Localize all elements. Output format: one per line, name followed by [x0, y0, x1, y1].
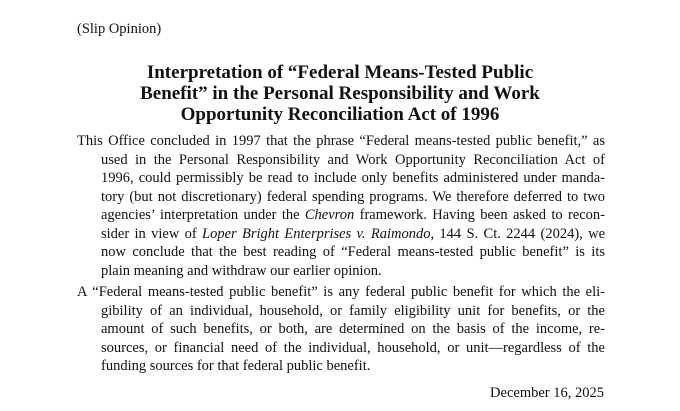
case-name-loper-bright: Loper Bright Enterprises v. Raimondo — [202, 225, 431, 242]
holding-line: sources, or financial need of the individual, household, or unit—regardless of the — [101, 339, 605, 356]
summary-text: , 144 S. Ct. 2244 (2024), we — [430, 225, 605, 242]
summary-line: plain meaning and withdraw our earlier opinion. — [101, 262, 382, 279]
title-line: Interpretation of “Federal Means-Tested Public — [146, 62, 534, 83]
document-title — [100, 62, 580, 125]
title-line: Benefit” in the Personal Responsibility and Work — [140, 83, 540, 104]
summary-text: sider in view of — [101, 225, 203, 242]
summary-line: now conclude that the best reading of “Federal means-tested public benefit” is its — [101, 244, 605, 260]
summary-line: This Office concluded in 1997 that the phrase “Federal means-tested public benefit,” as — [77, 133, 605, 149]
opinion-date: December 16, 2025 — [490, 385, 604, 401]
summary-paragraph — [77, 132, 605, 280]
holding-paragraph — [77, 283, 605, 376]
holding-line: A “Federal means-tested public benefit” is any federal public benefit for which the eli- — [77, 284, 605, 300]
case-name-chevron: Chevron — [304, 207, 355, 223]
summary-line: tory (but not discretionary) federal spending programs. We therefore deferred to two — [101, 188, 605, 205]
title-line: Opportunity Reconciliation Act of 1996 — [180, 104, 500, 125]
holding-line: amount of such benefits, or both, are determined on the basis of the income, re- — [101, 321, 605, 337]
summary-line: used in the Personal Responsibility and Work Opportunity Reconciliation Act of — [101, 151, 605, 168]
slip-opinion-label: (Slip Opinion) — [77, 21, 162, 37]
holding-line: gibility of an individual, household, or family eligibility unit for benefits, or the — [101, 302, 605, 319]
summary-line — [77, 206, 605, 225]
summary-line — [77, 225, 605, 244]
holding-line: funding sources for that federal public benefit. — [101, 358, 371, 374]
summary-text: framework. Having been asked to recon- — [354, 207, 605, 223]
summary-line: 1996, could permissibly be read to include only benefits administered under manda- — [101, 170, 605, 186]
summary-text: agencies’ interpretation under the — [101, 207, 305, 223]
